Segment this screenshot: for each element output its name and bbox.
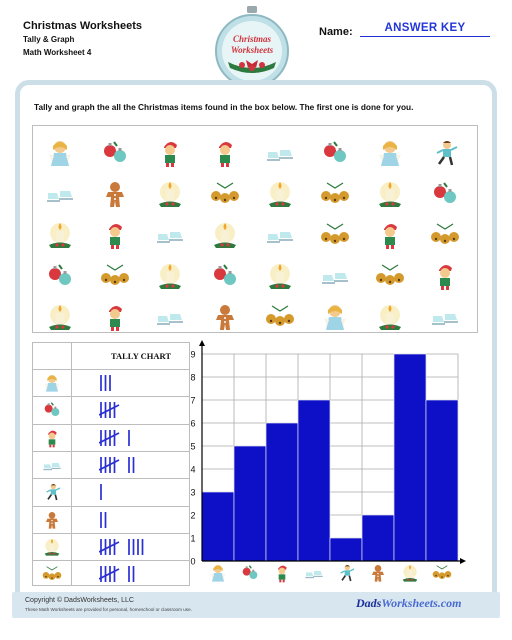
bells-icon bbox=[320, 179, 350, 209]
tally-chart bbox=[32, 342, 190, 586]
skater-icon bbox=[341, 565, 354, 581]
logo-part-b: Worksheets.com bbox=[381, 596, 462, 610]
tally-row-divider bbox=[33, 369, 189, 370]
y-tick-label: 8 bbox=[190, 372, 196, 383]
candle-icon bbox=[45, 302, 75, 332]
worksheet-subtitle: Tally & Graph bbox=[23, 35, 75, 44]
bells-icon bbox=[100, 261, 130, 291]
candle-icon bbox=[265, 179, 295, 209]
ornaments-icon bbox=[100, 138, 130, 168]
name-label: Name: bbox=[319, 26, 353, 38]
tally-marks bbox=[99, 428, 189, 448]
bells-icon bbox=[42, 564, 62, 584]
bar-ornaments bbox=[234, 446, 266, 561]
elf-icon bbox=[100, 302, 130, 332]
elf-icon bbox=[100, 220, 130, 250]
bar-bells bbox=[426, 400, 458, 561]
skates-icon bbox=[155, 220, 185, 250]
gingerbread-icon bbox=[210, 302, 240, 332]
candle-icon bbox=[155, 179, 185, 209]
skates-icon bbox=[430, 302, 460, 332]
gingerbread-icon bbox=[100, 179, 130, 209]
bells-icon bbox=[375, 261, 405, 291]
ornaments-icon bbox=[430, 179, 460, 209]
angel-icon bbox=[375, 138, 405, 168]
bar-elf bbox=[266, 423, 298, 561]
instructions-text: Tally and graph the all the Christmas items found in the box below. The first one is done for you. bbox=[34, 102, 414, 112]
skates-icon bbox=[265, 138, 295, 168]
tally-marks bbox=[99, 510, 189, 530]
items-box bbox=[32, 125, 478, 333]
skates-icon bbox=[42, 455, 62, 475]
tally-row-divider bbox=[33, 560, 189, 561]
y-tick-label: 1 bbox=[190, 533, 196, 544]
x-axis-arrow bbox=[460, 558, 466, 564]
svg-text:Christmas: Christmas bbox=[232, 34, 272, 44]
tally-divider bbox=[71, 343, 72, 585]
y-tick-label: 7 bbox=[190, 395, 196, 406]
tally-marks bbox=[99, 482, 189, 502]
candle-icon bbox=[403, 565, 418, 582]
bar-candle bbox=[394, 354, 426, 561]
bells-icon bbox=[320, 220, 350, 250]
bar-skates bbox=[298, 400, 330, 561]
elf-icon bbox=[42, 428, 62, 448]
y-tick-label: 6 bbox=[190, 418, 196, 429]
elf-icon bbox=[155, 138, 185, 168]
bar-gingerbread bbox=[362, 515, 394, 561]
skater-icon bbox=[42, 482, 62, 502]
tally-row-divider bbox=[33, 424, 189, 425]
skates-icon bbox=[320, 261, 350, 291]
angel-icon bbox=[320, 302, 350, 332]
tally-row-divider bbox=[33, 396, 189, 397]
angel-icon bbox=[211, 565, 226, 582]
tally-row-divider bbox=[33, 451, 189, 452]
tally-row-divider bbox=[33, 506, 189, 507]
dadsworksheets-logo bbox=[356, 596, 461, 611]
gingerbread-icon bbox=[372, 565, 384, 582]
angel-icon bbox=[45, 138, 75, 168]
y-axis-arrow bbox=[199, 340, 205, 346]
ornaments-icon bbox=[42, 400, 62, 420]
name-field: ANSWER KEY bbox=[360, 22, 490, 37]
ornaments-icon bbox=[45, 261, 75, 291]
elf-icon bbox=[210, 138, 240, 168]
skates-icon bbox=[155, 302, 185, 332]
skates-icon bbox=[305, 571, 322, 578]
candle-icon bbox=[42, 537, 62, 557]
tally-row-divider bbox=[33, 533, 189, 534]
bar-graph bbox=[185, 340, 475, 590]
angel-icon bbox=[42, 373, 62, 393]
svg-text:Worksheets: Worksheets bbox=[230, 45, 274, 55]
worksheet-title: Christmas Worksheets bbox=[23, 20, 143, 32]
tally-marks bbox=[99, 537, 189, 557]
y-tick-label: 9 bbox=[190, 349, 196, 360]
skates-icon bbox=[45, 179, 75, 209]
bar-skater bbox=[330, 538, 362, 561]
christmas-ornament-logo bbox=[214, 4, 290, 90]
footer-notice: These Math Worksheets are provided for personal, homeschool or classroom use. bbox=[25, 607, 192, 612]
candle-icon bbox=[155, 261, 185, 291]
y-tick-label: 3 bbox=[190, 487, 196, 498]
ornaments-icon bbox=[243, 566, 258, 579]
logo-part-a: Dads bbox=[356, 596, 382, 610]
y-tick-label: 4 bbox=[190, 464, 196, 475]
bells-icon bbox=[430, 220, 460, 250]
y-tick-label: 0 bbox=[190, 556, 196, 567]
elf-icon bbox=[430, 261, 460, 291]
worksheet-header bbox=[23, 20, 142, 59]
candle-icon bbox=[375, 179, 405, 209]
tally-count-value bbox=[33, 343, 34, 344]
elf-icon bbox=[375, 220, 405, 250]
skates-icon bbox=[265, 220, 295, 250]
ornaments-icon bbox=[320, 138, 350, 168]
bar-angel bbox=[202, 492, 234, 561]
tally-marks bbox=[99, 455, 189, 475]
tally-row-divider bbox=[33, 478, 189, 479]
candle-icon bbox=[375, 302, 405, 332]
y-tick-label: 2 bbox=[190, 510, 196, 521]
candle-icon bbox=[210, 220, 240, 250]
worksheet-number: Math Worksheet 4 bbox=[23, 48, 92, 57]
tally-marks bbox=[99, 400, 189, 420]
skater-icon bbox=[430, 138, 460, 168]
candle-icon bbox=[45, 220, 75, 250]
y-tick-label: 5 bbox=[190, 441, 196, 452]
footer-copyright: Copyright © DadsWorksheets, LLC bbox=[25, 597, 134, 604]
candle-icon bbox=[265, 261, 295, 291]
gingerbread-icon bbox=[42, 510, 62, 530]
bells-icon bbox=[265, 302, 295, 332]
bells-icon bbox=[210, 179, 240, 209]
bells-icon bbox=[433, 566, 452, 579]
tally-marks bbox=[99, 373, 189, 393]
ornaments-icon bbox=[210, 261, 240, 291]
elf-icon bbox=[278, 566, 287, 583]
tally-marks bbox=[99, 564, 189, 584]
tally-chart-title: TALLY CHART bbox=[110, 351, 172, 361]
